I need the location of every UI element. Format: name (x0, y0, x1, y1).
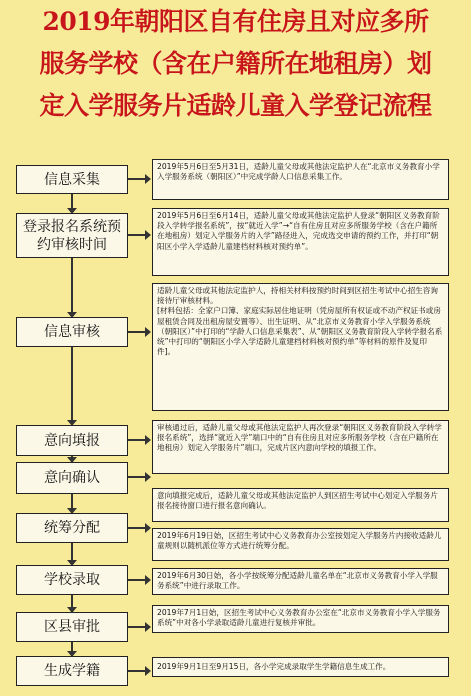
arrow-right (128, 579, 149, 581)
stage-preference-fill (16, 425, 128, 456)
arrow-right (128, 331, 149, 333)
stage-label: 区县审批 (44, 619, 100, 635)
desc-text: 适龄儿童父母或其他法定监护人，持相关材料按预约时间到区招生考试中心招生咨询接待厅审核材料。 (157, 286, 438, 306)
arrow-right (128, 670, 149, 672)
arrow-down (71, 258, 73, 317)
arrow-right (128, 234, 149, 236)
stage-description (152, 159, 449, 200)
desc-text: [材料包括：全家户口簿、家庭实际居住地证明（凭房屋所有权证或不动产权证书或房屋租赁合同及出租房屋安置等）、出生证明、从“北京市义务教育小学入学服务系统（朝阳区）”中打印的“学龄人口信息采集表”、从“朝阳区义务教育阶段入学转学报名系统”中打印的“朝阳区小学入学适龄儿童建档材料核对预约单”等材料的原件及复印件]。 (157, 306, 443, 357)
stage-preference-confirm (16, 462, 128, 494)
desc-text: 意向填报完成后，适龄儿童父母或其他法定监护人到区招生考试中心划定入学服务片报名接待窗口进行报名意向确认。 (157, 491, 438, 511)
title-line-2: 服务学校（含在户籍所在地租房）划 (39, 49, 432, 78)
stage-description (152, 420, 449, 474)
stage-label: 统筹分配 (44, 520, 100, 536)
title-line-3: 定入学服务片适龄儿童入学登记流程 (39, 91, 432, 120)
stage-label: 登录报名系统预约审核时间 (23, 218, 121, 253)
stage-description (152, 283, 449, 411)
desc-text: 2019年5月6日至6月14日，适龄儿童父母或其他法定监护人登录“朝阳区义务教育阶段入学转学报名系统”，按“就近入学”→“自有住房且对应多所服务学校（含在户籍所在地租房）划定入学服务片的入学”路径进入，完成选交申请的预约工作，并打印“朝阳区小学入学适龄儿童建档材料核对预约单”。 (157, 211, 440, 251)
arrow-down (71, 595, 73, 612)
arrow-down (71, 543, 73, 565)
desc-text: 审核通过后，适龄儿童父母或其他法定监护人再次登录“朝阳区义务教育阶段入学转学报名系统”，选择“就近入学”端口中的“自有住房且对应多所服务学校（含在户籍所在地租房）划定入学服务片”端口，完成片区内意向学校的填报工作。 (157, 423, 442, 453)
stage-info-review (16, 317, 128, 347)
desc-text: 2019年5月6日至5月31日，适龄儿童父母或其他法定监护人在“北京市义务教育小学入学服务系统（朝阳区）”中完成学龄人口信息采集工作。 (157, 162, 440, 182)
stage-label: 信息采集 (44, 171, 100, 188)
stage-label: 意向填报 (44, 432, 100, 449)
stage-description (152, 208, 449, 276)
title-line-1: 2019年朝阳区自有住房且对应多所 (42, 7, 429, 36)
arrow-down (71, 642, 73, 656)
stage-label: 生成学籍 (44, 663, 100, 679)
stage-description (152, 568, 449, 595)
arrow-right (128, 626, 149, 628)
desc-text: 2019年9月1日至9月15日，各小学完成录取学生学籍信息生成工作。 (157, 662, 391, 671)
arrow-right (128, 178, 149, 180)
stage-label: 意向确认 (44, 470, 100, 486)
stage-district-approval (16, 612, 128, 642)
desc-text: 2019年7月1日始，区招生考试中心义务教育办公室在“北京市义务教育小学入学服务系统”中对各小学录取适龄儿童进行复核并审批。 (157, 608, 441, 628)
arrow-down (71, 347, 73, 425)
stage-description (152, 605, 449, 633)
desc-text: 2019年6月19日始，区招生考试中心义务教育办公室按划定入学服务片内接收适龄儿童规则以随机派位等方式进行统筹分配。 (157, 531, 442, 551)
stage-login-appointment (16, 213, 128, 258)
stage-label: 信息审核 (44, 324, 100, 340)
arrow-right (128, 476, 149, 478)
stage-student-record (16, 656, 128, 686)
arrow-right (128, 439, 149, 441)
stage-label: 学校录取 (44, 572, 100, 588)
stage-description (152, 488, 449, 522)
arrow-down (71, 494, 73, 513)
stage-description (152, 657, 449, 677)
stage-description (152, 528, 449, 561)
desc-text: 2019年6月30日始，各小学按统筹分配适龄儿童名单在“北京市义务教育小学入学服务系统”中进行录取工作。 (157, 571, 438, 591)
stage-school-admission (16, 565, 128, 595)
arrow-down (71, 194, 73, 213)
stage-allocation (16, 513, 128, 543)
arrow-right (128, 527, 149, 529)
stage-info-collection (16, 165, 128, 194)
